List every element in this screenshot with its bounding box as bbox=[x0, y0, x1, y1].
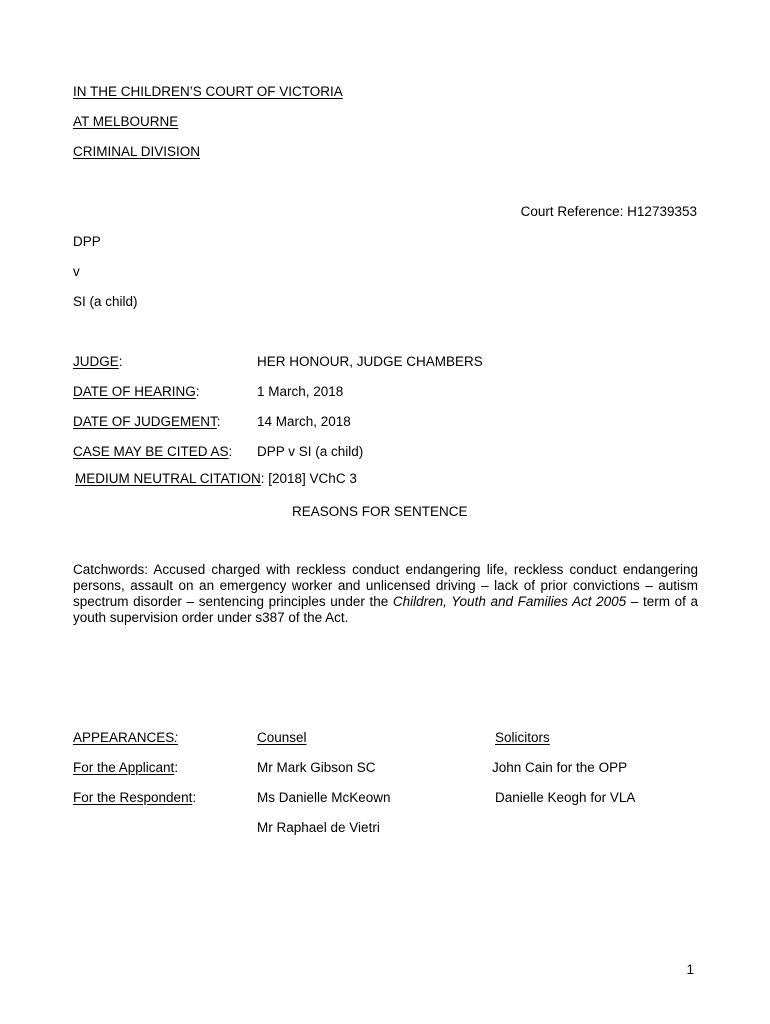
court-reference: Court Reference: H12739353 bbox=[520, 204, 697, 219]
party-applicant: DPP bbox=[73, 234, 101, 249]
judge-value: HER HONOUR, JUDGE CHAMBERS bbox=[257, 354, 483, 369]
solicitors-header: Solicitors bbox=[495, 730, 550, 745]
judgement-value: 14 March, 2018 bbox=[257, 414, 351, 429]
page-number: 1 bbox=[686, 962, 694, 977]
court-name: IN THE CHILDREN’S COURT OF VICTORIA bbox=[73, 84, 343, 99]
citation-row bbox=[75, 471, 357, 487]
respondent-solicitor: Danielle Keogh for VLA bbox=[495, 790, 636, 805]
judge-label-row bbox=[73, 354, 123, 370]
judge-colon: : bbox=[118, 354, 123, 369]
applicant-label: For the Applicant bbox=[73, 760, 175, 775]
respondent-counsel-2: Mr Raphael de Vietri bbox=[257, 820, 380, 835]
applicant-colon: : bbox=[174, 760, 179, 775]
party-versus: v bbox=[73, 264, 80, 279]
hearing-colon: : bbox=[195, 384, 200, 399]
appearances-label-row bbox=[73, 730, 178, 746]
respondent-colon: : bbox=[192, 790, 197, 805]
applicant-label-row bbox=[73, 760, 178, 776]
applicant-solicitor: John Cain for the OPP bbox=[492, 760, 628, 775]
catchwords-paragraph bbox=[73, 562, 698, 626]
citation-label: MEDIUM NEUTRAL CITATION bbox=[75, 471, 261, 486]
judgement-label: DATE OF JUDGEMENT bbox=[73, 414, 217, 429]
court-location: AT MELBOURNE bbox=[73, 114, 179, 129]
cited-label: CASE MAY BE CITED AS bbox=[73, 444, 229, 459]
respondent-label-row bbox=[73, 790, 196, 806]
cited-label-row bbox=[73, 444, 232, 460]
party-respondent: SI (a child) bbox=[73, 294, 138, 309]
judge-label: JUDGE bbox=[73, 354, 119, 369]
cited-value: DPP v SI (a child) bbox=[257, 444, 364, 459]
hearing-label: DATE OF HEARING bbox=[73, 384, 196, 399]
appearances-colon: : bbox=[174, 730, 179, 745]
citation-value: : [2018] VChC 3 bbox=[260, 471, 357, 486]
counsel-header: Counsel bbox=[257, 730, 307, 745]
hearing-value: 1 March, 2018 bbox=[257, 384, 344, 399]
judgement-label-row bbox=[73, 414, 221, 430]
judgement-colon: : bbox=[216, 414, 221, 429]
applicant-counsel: Mr Mark Gibson SC bbox=[257, 760, 376, 775]
respondent-label: For the Respondent bbox=[73, 790, 193, 805]
hearing-label-row bbox=[73, 384, 200, 400]
act-title: Children, Youth and Families Act 2005 bbox=[392, 594, 627, 609]
court-division: CRIMINAL DIVISION bbox=[73, 144, 201, 159]
catchwords-text-end: – term of a youth supervision order under s387 of the Act. bbox=[73, 594, 699, 625]
appearances-label: APPEARANCES bbox=[73, 730, 175, 745]
catchwords-text: Catchwords: Accused charged with reckless conduct endangering life, reckless conduct endangering persons, assault on an emergency worker and unlicensed driving – lack of prior convictions – autism spectrum disorder – sentencing principles under the bbox=[73, 562, 698, 609]
cited-colon: : bbox=[228, 444, 233, 459]
reasons-heading: REASONS FOR SENTENCE bbox=[292, 504, 468, 519]
respondent-counsel-1: Ms Danielle McKeown bbox=[257, 790, 391, 805]
